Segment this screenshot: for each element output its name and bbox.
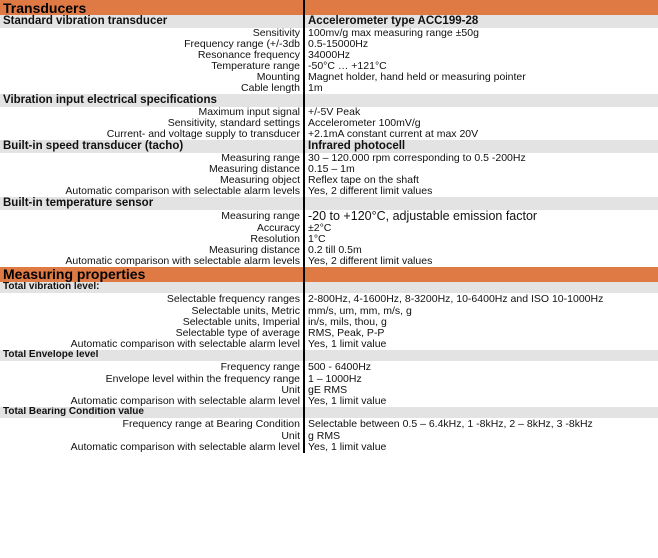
section-heading-value (304, 282, 658, 293)
spec-label: Measuring distance (208, 244, 300, 256)
section-heading-value: Infrared photocell (304, 140, 658, 153)
spec-row (0, 153, 658, 164)
section-heading: Total Envelope level (0, 350, 304, 361)
spec-value: Accelerometer 100mV/g (304, 118, 658, 129)
spec-value: mm/s, um, mm, m/s, g (304, 306, 658, 317)
section-heading-value (304, 350, 658, 361)
spec-label: Automatic comparison with selectable alarm level (70, 395, 300, 407)
spec-label: Measuring range (221, 153, 300, 164)
spec-label: Resolution (250, 233, 300, 245)
spec-value: -50°C … +121°C (304, 61, 658, 72)
spec-label: Automatic comparison with selectable alarm level (70, 441, 300, 453)
spec-row (0, 118, 658, 129)
spec-value: 500 - 6400Hz (304, 361, 658, 374)
subsection-heading-row (0, 282, 658, 293)
spec-value: 0.2 till 0.5m (304, 245, 658, 256)
spec-row (0, 61, 658, 72)
spec-label: Temperature range (211, 61, 300, 72)
spec-row (0, 256, 658, 267)
spec-value: Yes, 1 limit value (304, 396, 658, 407)
spec-value: Reflex tape on the shaft (304, 175, 658, 186)
spec-value: Yes, 2 different limit values (304, 256, 658, 267)
spec-value: 100mv/g max measuring range ±50g (304, 28, 658, 39)
spec-label: Mounting (256, 72, 300, 83)
section-heading-value (304, 407, 658, 418)
spec-value: -20 to +120°C, adjustable emission factor (304, 210, 658, 223)
spec-value: Yes, 2 different limit values (304, 186, 658, 197)
spec-value: 1m (304, 83, 658, 94)
spec-row (0, 175, 658, 186)
section-heading-value (304, 0, 658, 15)
spec-label: Envelope level within the frequency range (105, 373, 300, 385)
spec-row (0, 245, 658, 256)
spec-label: Selectable units, Metric (191, 305, 300, 317)
spec-row (0, 361, 658, 374)
spec-label: Resonance frequency (197, 50, 300, 61)
spec-row (0, 83, 658, 94)
spec-row (0, 39, 658, 50)
section-heading: Built-in temperature sensor (0, 197, 304, 210)
spec-label: Current- and voltage supply to transducer (106, 129, 300, 140)
spec-row (0, 129, 658, 140)
spec-row (0, 28, 658, 39)
spec-label: Selectable units, Imperial (182, 316, 300, 328)
spec-value: 30 – 120.000 rpm corresponding to 0.5 -200Hz (304, 153, 658, 164)
section-heading-row (0, 197, 658, 210)
spec-row (0, 442, 658, 453)
spec-row (0, 107, 658, 118)
spec-value: Yes, 1 limit value (304, 442, 658, 453)
section-heading: Total vibration level: (0, 282, 304, 293)
subsection-heading-row (0, 350, 658, 361)
spec-label: Frequency range (+/-3db (184, 39, 300, 50)
spec-row (0, 293, 658, 306)
spec-row (0, 223, 658, 234)
spec-value: 34000Hz (304, 50, 658, 61)
spec-value: Selectable between 0.5 – 6.4kHz, 1 -8kHz, 2 – 8kHz, 3 -8kHz (304, 418, 658, 431)
spec-value: Magnet holder, hand held or measuring pointer (304, 72, 658, 83)
spec-row (0, 164, 658, 175)
spec-label: Automatic comparison with selectable alarm levels (65, 255, 300, 267)
spec-value: gE RMS (304, 385, 658, 396)
spec-value: RMS, Peak, P-P (304, 328, 658, 339)
spec-row (0, 385, 658, 396)
section-heading: Standard vibration transducer (0, 15, 304, 28)
spec-row (0, 50, 658, 61)
major-heading: Transducers (0, 0, 304, 15)
spec-row (0, 234, 658, 245)
spec-row (0, 418, 658, 431)
section-heading-value (304, 94, 658, 107)
section-heading-value (304, 197, 658, 210)
spec-label: Sensitivity, standard settings (167, 118, 300, 129)
major-heading-row (0, 0, 658, 15)
spec-value: 2-800Hz, 4-1600Hz, 8-3200Hz, 10-6400Hz and ISO 10-1000Hz (304, 293, 658, 306)
spec-row (0, 339, 658, 350)
spec-row (0, 396, 658, 407)
spec-label: Cable length (241, 83, 300, 94)
spec-value: 1 – 1000Hz (304, 374, 658, 385)
spec-row (0, 306, 658, 317)
spec-label: Unit (281, 384, 300, 396)
section-heading: Built-in speed transducer (tacho) (0, 140, 304, 153)
section-heading: Vibration input electrical specifications (0, 94, 304, 107)
major-heading: Measuring properties (0, 267, 304, 282)
subsection-heading-row (0, 407, 658, 418)
spec-label: Frequency range at Bearing Condition (122, 417, 300, 430)
spec-value: +2.1mA constant current at max 20V (304, 129, 658, 140)
spec-label: Accuracy (256, 222, 300, 234)
section-heading: Total Bearing Condition value (0, 407, 304, 418)
spec-value: Yes, 1 limit value (304, 339, 658, 350)
section-heading-value: Accelerometer type ACC199-28 (304, 15, 658, 28)
spec-row (0, 186, 658, 197)
spec-label: Unit (281, 430, 300, 442)
spec-label: Maximum input signal (198, 107, 300, 118)
spec-label: Measuring range (221, 210, 300, 222)
spec-value: g RMS (304, 431, 658, 442)
spec-label: Measuring distance (208, 164, 300, 175)
spec-label: Automatic comparison with selectable alarm level (70, 338, 300, 350)
section-heading-row (0, 15, 658, 28)
spec-label: Measuring object (220, 175, 300, 186)
section-heading-row (0, 140, 658, 153)
spec-label: Selectable frequency ranges (166, 292, 300, 305)
major-heading-row (0, 267, 658, 282)
spec-label: Sensitivity (252, 28, 300, 39)
spec-row (0, 72, 658, 83)
spec-value: 0.5-15000Hz (304, 39, 658, 50)
spec-value: ±2°C (304, 223, 658, 234)
spec-value: 1°C (304, 234, 658, 245)
section-heading-value (304, 267, 658, 282)
spec-label: Frequency range (220, 360, 300, 373)
spec-row (0, 210, 658, 223)
spec-label: Selectable type of average (175, 327, 300, 339)
spec-row (0, 431, 658, 442)
spec-row (0, 374, 658, 385)
spec-row (0, 317, 658, 328)
spec-value: +/-5V Peak (304, 107, 658, 118)
spec-value: 0.15 – 1m (304, 164, 658, 175)
section-heading-row (0, 94, 658, 107)
spec-row (0, 328, 658, 339)
spec-label: Automatic comparison with selectable alarm levels (65, 186, 300, 197)
spec-value: in/s, mils, thou, g (304, 317, 658, 328)
